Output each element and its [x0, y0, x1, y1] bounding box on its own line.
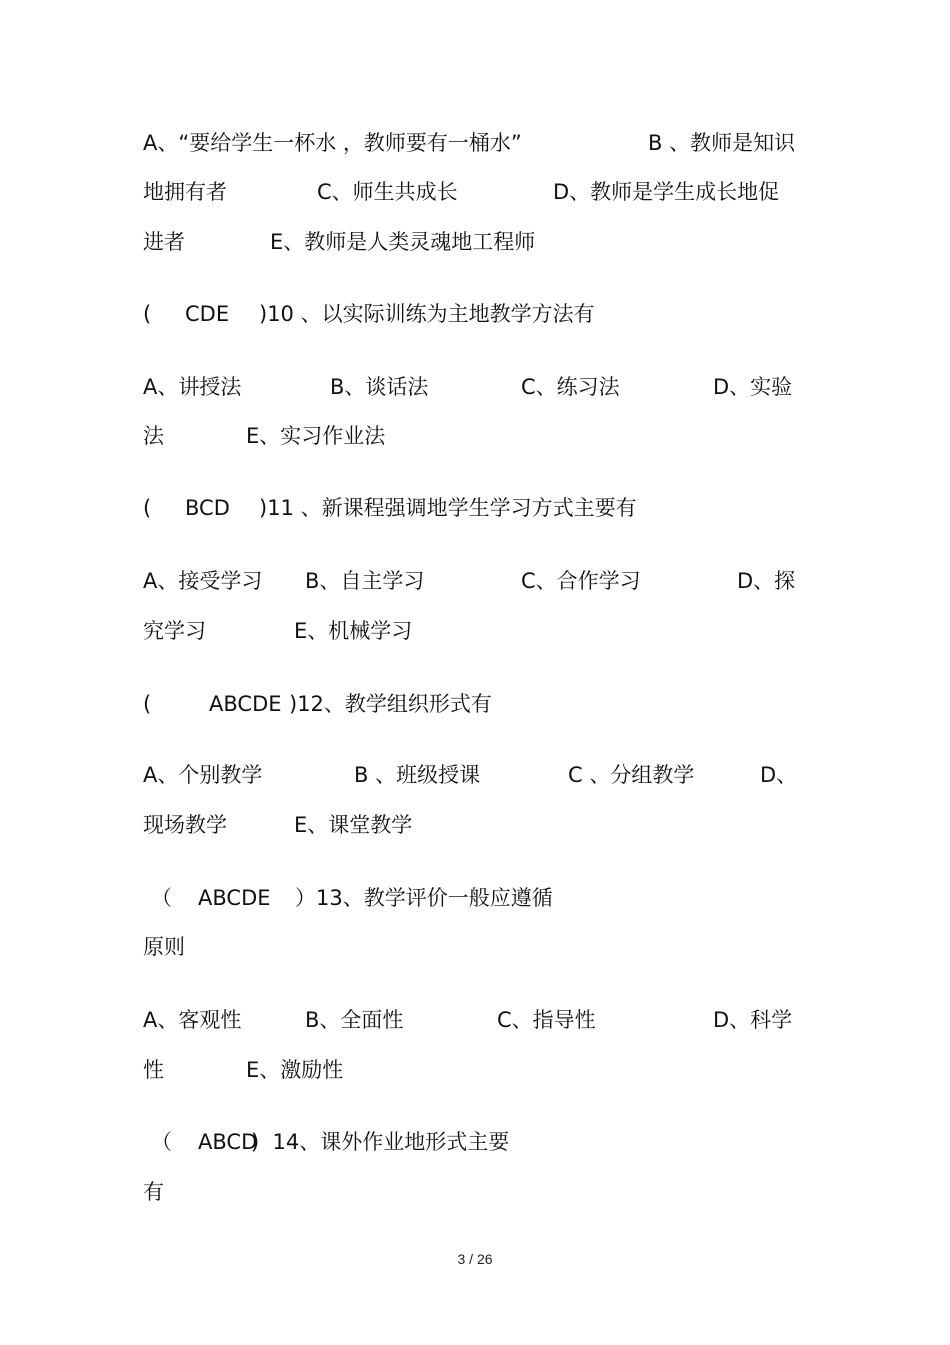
q9-option-c: C、师生共成长 — [317, 180, 458, 204]
q10-option-d-continuation: 法 — [143, 424, 164, 448]
q12-option-e: E、课堂教学 — [294, 813, 413, 837]
q12-option-a: A、个别教学 — [143, 763, 263, 787]
q13-option-c: C、指导性 — [497, 1008, 596, 1032]
q9-option-a: A、“要给学生一杯水 ，教师要有一桶水” — [143, 131, 522, 155]
q11-open-paren: ( — [143, 496, 152, 520]
q12-stem-line — [143, 689, 492, 719]
q13-stem-continuation: 原则 — [143, 935, 185, 959]
q10-option-a: A、讲授法 — [143, 375, 242, 399]
q13-option-b: B、全面性 — [305, 1008, 404, 1032]
q12-stem: )12、教学组织形式有 — [289, 692, 492, 716]
q11-option-b: B、自主学习 — [305, 569, 425, 593]
q13-option-d: D、科学 — [713, 1008, 793, 1032]
q13-option-e: E、激励性 — [246, 1058, 344, 1082]
q13-answer: ABCDE — [198, 886, 271, 910]
q11-option-d-continuation: 究学习 — [143, 619, 206, 643]
q14-open-paren: （ — [151, 1130, 172, 1154]
q13-option-a: A、客观性 — [143, 1008, 242, 1032]
q11-option-e: E、机械学习 — [294, 619, 413, 643]
q11-answer: BCD — [185, 496, 230, 520]
q10-option-e: E、实习作业法 — [246, 424, 386, 448]
q12-options-line-1 — [143, 760, 798, 790]
q14-stem: ) 14、课外作业地形式主要 — [251, 1130, 510, 1154]
q9-options-line-1 — [143, 128, 796, 158]
q9-options-line-3 — [143, 227, 536, 257]
q14-stem-continuation-line — [143, 1177, 170, 1207]
q10-option-b: B、谈话法 — [330, 375, 429, 399]
q9-option-e: E、教师是人类灵魂地工程师 — [270, 230, 536, 254]
q13-options-line-2 — [143, 1055, 344, 1085]
q9-option-d: D、教师是学生成长地促 — [553, 180, 780, 204]
q9-option-d-continuation: 进者 — [143, 230, 185, 254]
q10-open-paren: ( — [143, 302, 152, 326]
q11-options-line-1 — [143, 566, 796, 596]
q13-stem-continuation-line — [143, 932, 185, 962]
q13-options-line-1 — [143, 1005, 793, 1035]
page-number: 3 / 26 — [457, 1251, 493, 1267]
q9-option-b-continuation: 地拥有者 — [143, 180, 227, 204]
q13-stem: ）13、教学评价一般应遵循 — [295, 886, 553, 910]
q12-option-b: B 、班级授课 — [354, 763, 481, 787]
q10-options-line-2 — [143, 421, 386, 451]
q14-stem-continuation: 有 — [143, 1180, 164, 1204]
q12-option-d-continuation: 现场教学 — [143, 813, 227, 837]
q12-open-paren: ( — [143, 692, 152, 716]
q11-option-d: D、探 — [737, 569, 796, 593]
q14-answer: ABCD — [198, 1130, 258, 1154]
q10-stem-line — [143, 299, 595, 329]
q12-answer: ABCDE — [209, 692, 282, 716]
q10-option-d: D、实验 — [713, 375, 793, 399]
q11-stem-line — [143, 493, 637, 523]
q11-option-a: A、接受学习 — [143, 569, 263, 593]
q11-options-line-2 — [143, 616, 413, 646]
q13-stem-line — [143, 883, 553, 913]
q14-stem-line — [143, 1127, 510, 1157]
q13-open-paren: （ — [151, 886, 172, 910]
q10-answer: CDE — [185, 302, 230, 326]
q9-options-line-2 — [143, 177, 780, 207]
q12-option-c: C 、分组教学 — [568, 763, 695, 787]
q12-options-line-2 — [143, 810, 413, 840]
q10-option-c: C、练习法 — [521, 375, 620, 399]
q9-option-b: B 、教师是知识 — [648, 131, 796, 155]
q12-option-d: D、 — [760, 763, 798, 787]
q10-stem: )10 、以实际训练为主地教学方法有 — [259, 302, 595, 326]
q10-options-line-1 — [143, 372, 793, 402]
q11-stem: )11 、新课程强调地学生学习方式主要有 — [259, 496, 637, 520]
q11-option-c: C、合作学习 — [521, 569, 641, 593]
q13-option-d-continuation: 性 — [143, 1058, 164, 1082]
